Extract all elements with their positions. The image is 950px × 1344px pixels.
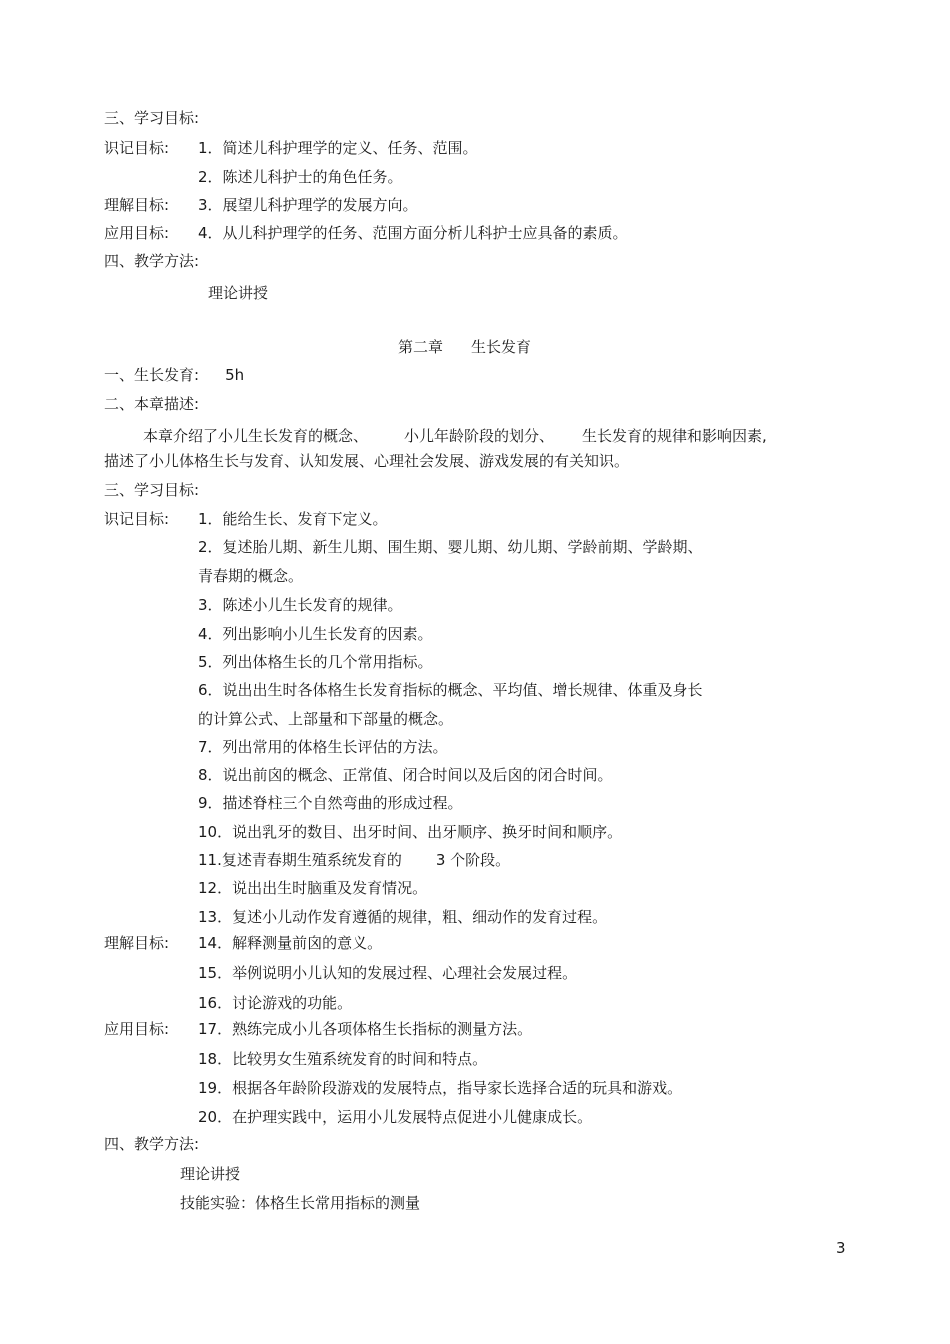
page-number: 3 [836, 1239, 846, 1257]
methods-heading: 四、教学方法: [104, 252, 200, 270]
item-number: 2． [198, 538, 223, 556]
objective-item-continuation: 青春期的概念。 [198, 567, 304, 585]
item-number: 3． [198, 196, 223, 214]
item-number: 8． [198, 766, 223, 784]
objective-item [198, 933, 382, 953]
objective-item [198, 223, 628, 243]
item-text: 陈述儿科护士的角色任务。 [222, 168, 403, 186]
objectives-heading: 三、学习目标: [104, 481, 200, 499]
objective-item [198, 765, 613, 785]
item-number: 13． [198, 908, 233, 926]
item-text: 说出出生时脑重及发育情况。 [232, 879, 428, 897]
item-number: 5． [198, 653, 223, 671]
item-number: 14． [198, 934, 233, 952]
item-number: 11. [198, 851, 222, 869]
item-text: 熟练完成小儿各项体格生长指标的测量方法。 [232, 1020, 533, 1038]
objective-item [198, 1078, 682, 1098]
objective-item [198, 1019, 532, 1039]
item-number: 12． [198, 879, 233, 897]
hours-label: 一、生长发育: [104, 366, 200, 384]
item-number: 15． [198, 964, 233, 982]
item-text: 说出前囟的概念、正常值、闭合时间以及后囟的闭合时间。 [222, 766, 613, 784]
description-text: 本章介绍了小儿生长发育的概念、 [143, 427, 369, 445]
objective-item [198, 1107, 592, 1127]
understand-objectives-label: 理解目标: [104, 934, 170, 952]
objective-item-continuation: 的计算公式、上部量和下部量的概念。 [198, 710, 454, 728]
item-text: 说出出生时各体格生长发育指标的概念、平均值、增长规律、体重及身长 [222, 681, 703, 699]
methods-heading: 四、教学方法: [104, 1135, 200, 1153]
objective-item [198, 1049, 487, 1069]
item-number: 1． [198, 510, 223, 528]
apply-objectives-label: 应用目标: [104, 1020, 170, 1038]
item-text: 根据各年龄阶段游戏的发展特点，指导家长选择合适的玩具和游戏。 [232, 1079, 683, 1097]
item-text: 列出常用的体格生长评估的方法。 [222, 738, 448, 756]
objective-item [198, 624, 433, 644]
description-heading: 二、本章描述: [104, 395, 200, 413]
chapter-title [398, 337, 531, 357]
item-text: 讨论游戏的功能。 [232, 994, 353, 1012]
chapter-hours [104, 365, 244, 385]
item-number: 9． [198, 794, 223, 812]
teaching-method: 理论讲授 [208, 284, 269, 302]
item-text: 3 个阶段。 [435, 851, 511, 869]
description-paragraph-line [143, 426, 767, 446]
description-text: 生长发育的规律和影响因素, [582, 427, 767, 445]
item-text: 简述儿科护理学的定义、任务、范围。 [222, 139, 478, 157]
objective-item [198, 509, 388, 529]
objective-item [198, 963, 577, 983]
item-number: 19． [198, 1079, 233, 1097]
item-text: 复述青春期生殖系统发育的 [221, 851, 402, 869]
description-text: 小儿年龄阶段的划分、 [404, 427, 555, 445]
apply-objectives-label: 应用目标: [104, 224, 170, 242]
objective-item [198, 850, 510, 870]
item-text: 举例说明小儿认知的发展过程、心理社会发展过程。 [232, 964, 578, 982]
chapter-name: 生长发育 [471, 338, 532, 356]
objective-item [198, 595, 403, 615]
item-text: 复述胎儿期、新生儿期、围生期、婴儿期、幼儿期、学龄前期、学龄期、 [222, 538, 703, 556]
item-text: 描述脊柱三个自然弯曲的形成过程。 [222, 794, 463, 812]
item-number: 1． [198, 139, 223, 157]
item-number: 20． [198, 1108, 233, 1126]
objective-item [198, 737, 448, 757]
item-number: 4． [198, 625, 223, 643]
item-text: 比较男女生殖系统发育的时间和特点。 [232, 1050, 488, 1068]
item-text: 展望儿科护理学的发展方向。 [222, 196, 418, 214]
item-text: 说出乳牙的数目、出牙时间、出牙顺序、换牙时间和顺序。 [232, 823, 623, 841]
objective-item [198, 167, 403, 187]
understand-objectives-label: 理解目标: [104, 196, 170, 214]
item-text: 复述小儿动作发育遵循的规律，粗、细动作的发育过程。 [232, 908, 608, 926]
chapter-number: 第二章 [398, 338, 444, 356]
item-number: 2． [198, 168, 223, 186]
objectives-heading: 三、学习目标: [104, 109, 200, 127]
objective-item [198, 652, 433, 672]
item-text: 在护理实践中，运用小儿发展特点促进小儿健康成长。 [232, 1108, 593, 1126]
objective-item [198, 793, 463, 813]
objective-item [198, 680, 703, 700]
item-number: 18． [198, 1050, 233, 1068]
item-text: 从儿科护理学的任务、范围方面分析儿科护士应具备的素质。 [222, 224, 628, 242]
item-text: 陈述小儿生长发育的规律。 [222, 596, 403, 614]
item-number: 10． [198, 823, 233, 841]
item-text: 能给生长、发育下定义。 [222, 510, 388, 528]
item-number: 6． [198, 681, 223, 699]
teaching-method: 技能实验：体格生长常用指标的测量 [180, 1194, 421, 1212]
recall-objectives-label: 识记目标: [104, 510, 170, 528]
objective-item [198, 907, 607, 927]
recall-objectives-label: 识记目标: [104, 139, 170, 157]
item-number: 3． [198, 596, 223, 614]
description-paragraph-line: 描述了小儿体格生长与发育、认知发展、心理社会发展、游戏发展的有关知识。 [104, 452, 630, 470]
objective-item [198, 822, 622, 842]
objective-item [198, 878, 427, 898]
item-number: 4． [198, 224, 223, 242]
teaching-method: 理论讲授 [180, 1165, 241, 1183]
hours-value: 5h [225, 366, 245, 384]
item-number: 7． [198, 738, 223, 756]
objective-item [198, 993, 352, 1013]
item-number: 16． [198, 994, 233, 1012]
objective-item [198, 195, 418, 215]
item-number: 17． [198, 1020, 233, 1038]
item-text: 解释测量前囟的意义。 [232, 934, 383, 952]
item-text: 列出体格生长的几个常用指标。 [222, 653, 433, 671]
objective-item [198, 537, 703, 557]
item-text: 列出影响小儿生长发育的因素。 [222, 625, 433, 643]
objective-item [198, 138, 478, 158]
